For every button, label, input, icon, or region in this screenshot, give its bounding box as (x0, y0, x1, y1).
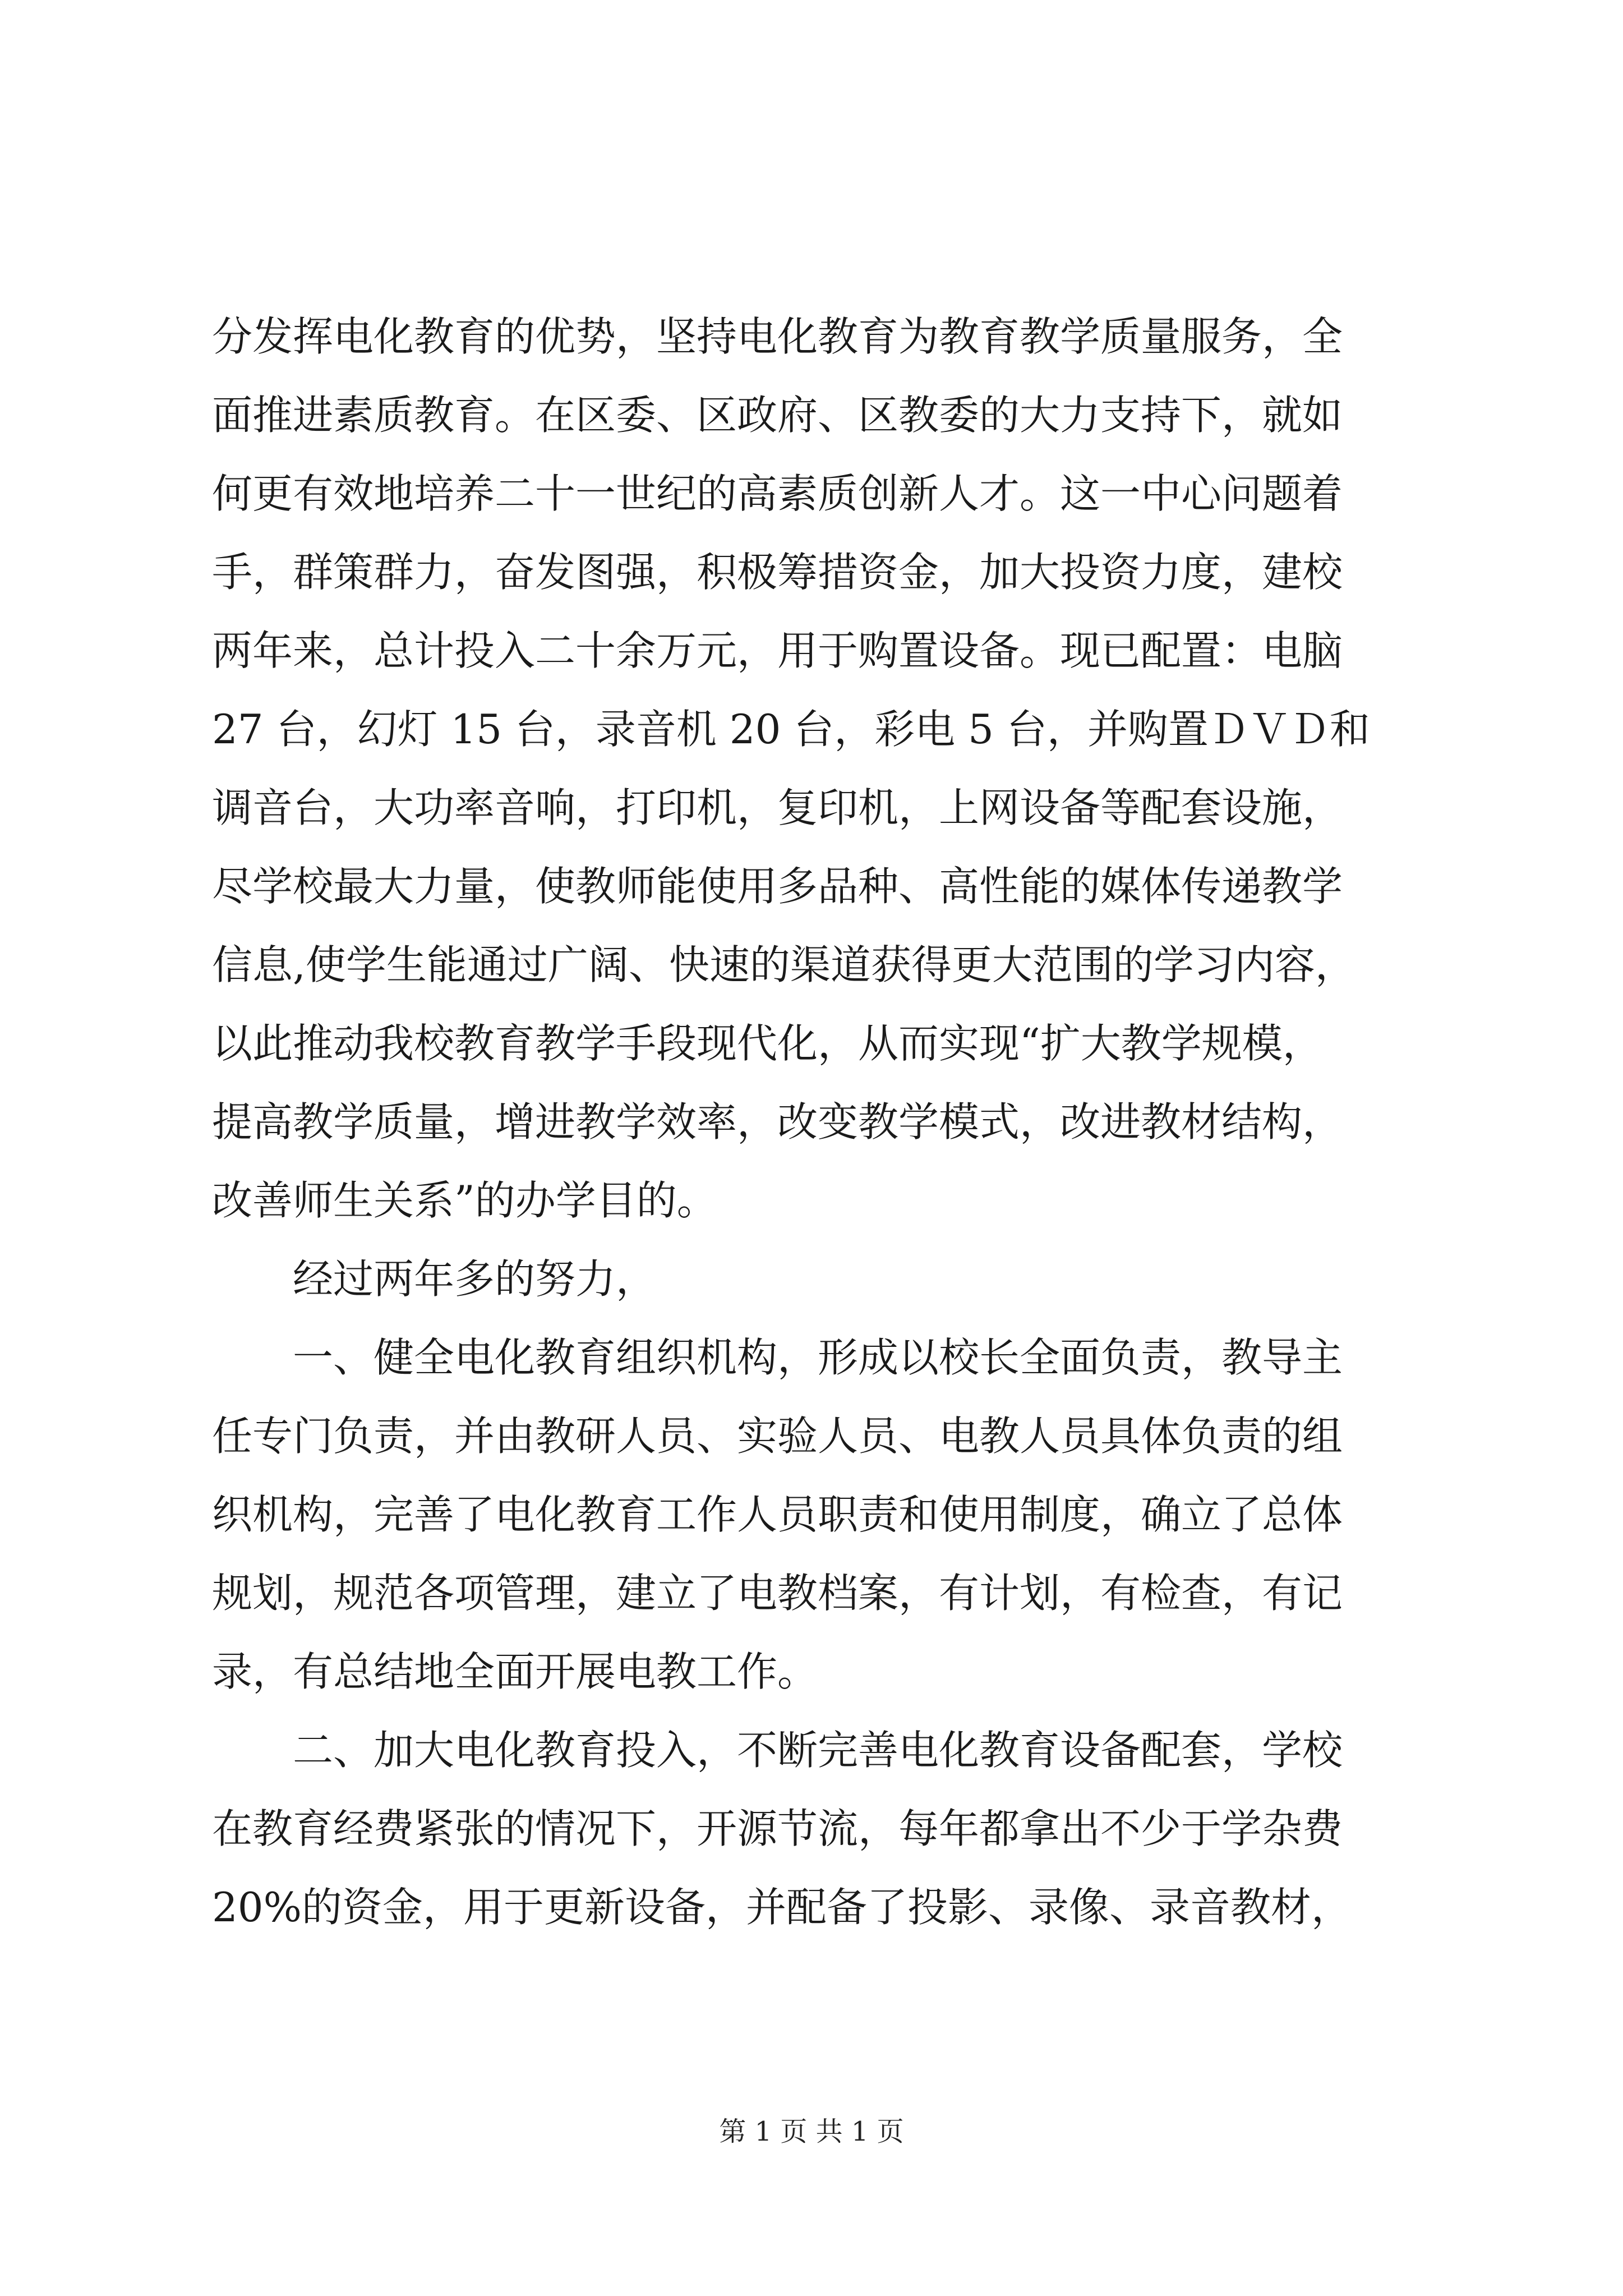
text-line: 两年来，总计投入二十余万元，用于购置设备。现已配置：电脑 (212, 627, 1343, 674)
page-footer: 第 1 页 共 1 页 (719, 2116, 904, 2147)
text-line: 改善师生关系”的办学目的。 (212, 1177, 717, 1224)
text-line: 任专门负责，并由教研人员、实验人员、电教人员具体负责的组 (212, 1412, 1343, 1460)
text-line: 规划，规范各项管理，建立了电教档案，有计划，有检查，有记 (212, 1570, 1343, 1617)
text-line: 尽学校最大力量，使教师能使用多品种、高性能的媒体传递教学 (212, 863, 1343, 910)
text-line: 面推进素质教育。在区委、区政府、区教委的大力支持下，就如 (212, 392, 1343, 439)
text-line: 27 台，幻灯 15 台，录音机 20 台，彩电 5 台，并购置ＤＶＤ和 (212, 706, 1370, 753)
text-line: 调音台，大功率音响，打印机，复印机，上网设备等配套设施， (212, 784, 1343, 831)
paragraph-line: 经过两年多的努力， (212, 1255, 657, 1303)
paragraph-line: 二、加大电化教育投入，不断完善电化教育设备配套，学校 (212, 1727, 1343, 1774)
paragraph-line: 一、健全电化教育组织机构，形成以校长全面负责，教导主 (212, 1334, 1343, 1381)
text-line: 在教育经费紧张的情况下，开源节流，每年都拿出不少于学杂费 (212, 1805, 1343, 1852)
text-line: 织机构，完善了电化教育工作人员职责和使用制度，确立了总体 (212, 1491, 1343, 1538)
text-line: 提高教学质量，增进教学效率，改变教学模式，改进教材结构， (212, 1098, 1343, 1145)
text-line: 信息,使学生能通过广阔、快速的渠道获得更大范围的学习内容， (212, 941, 1355, 988)
text-line: 20%的资金，用于更新设备，并配备了投影、录像、录音教材， (212, 1884, 1352, 1931)
text-line: 以此推动我校教育教学手段现代化，从而实现“扩大教学规模， (212, 1020, 1323, 1067)
text-line: 何更有效地培养二十一世纪的高素质创新人才。这一中心问题着 (212, 470, 1343, 517)
text-line: 录，有总结地全面开展电教工作。 (212, 1648, 818, 1695)
text-line: 分发挥电化教育的优势，坚持电化教育为教育教学质量服务，全 (212, 313, 1343, 360)
body-text (212, 297, 1418, 1947)
text-line: 手，群策群力，奋发图强，积极筹措资金，加大投资力度，建校 (212, 549, 1343, 596)
